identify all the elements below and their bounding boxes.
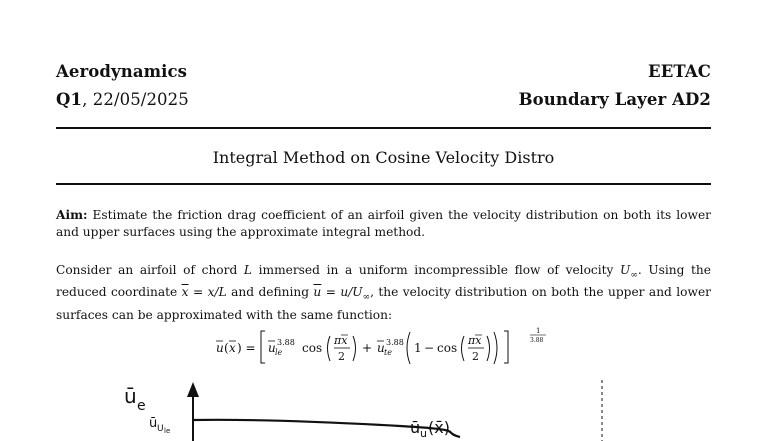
svg-text:ū: ū [149, 416, 158, 431]
intro-text-1: Consider an airfoil of chord [56, 263, 244, 277]
svg-text:le: le [275, 348, 283, 357]
velocity-symbol: U [620, 263, 631, 277]
svg-text:x: x [229, 341, 236, 355]
page-title: Integral Method on Cosine Velocity Distro [212, 148, 555, 167]
bottom-rule [56, 183, 711, 185]
top-rule [56, 127, 711, 129]
velocity-sub: ∞ [630, 270, 638, 281]
svg-text:3.88: 3.88 [530, 337, 544, 344]
svg-text:cos: cos [302, 341, 323, 355]
svg-text:u: u [420, 427, 427, 440]
curve-label [410, 418, 450, 440]
school-name: EETAC [648, 62, 711, 81]
svg-text:U: U [157, 424, 164, 434]
svg-text:) =: ) = [237, 341, 256, 355]
intro-text-4: and defining [226, 285, 314, 300]
svg-text:3.88: 3.88 [386, 338, 404, 347]
y-axis-arrowhead [187, 382, 199, 397]
svg-text:te: te [384, 348, 392, 357]
svg-text:le: le [164, 427, 171, 435]
svg-text:u: u [268, 341, 276, 355]
ubar-def: $\overline{u} = u/U_\infty$ [313, 285, 371, 303]
svg-text:1: 1 [536, 327, 541, 335]
svg-text:2: 2 [472, 350, 479, 363]
svg-text:−: − [424, 341, 435, 355]
intro-text-3: . Using the reduced coordinate [56, 263, 711, 300]
xbar-def: $\overline{x} = x/L$ [181, 285, 227, 300]
svg-text:u: u [216, 341, 224, 355]
intro-text-2: immersed in a uniform incompressible flow of velocity [252, 263, 621, 277]
intro-text-5: , the velocity distribution on both the upper and lower surfaces can be approximated with the same function: [56, 285, 711, 322]
topic: Boundary Layer AD2 [518, 90, 711, 109]
svg-text:e: e [137, 398, 146, 414]
svg-text:u: u [377, 341, 385, 355]
tick-label [149, 416, 170, 435]
svg-text:πx: πx [468, 334, 482, 347]
svg-text:cos: cos [437, 341, 458, 355]
velocity-figure [0, 370, 784, 441]
aim-label: Aim: [56, 208, 88, 222]
svg-text:2: 2 [338, 350, 345, 363]
chord-symbol: L [243, 263, 252, 277]
svg-text:1: 1 [414, 341, 422, 355]
quiz-date-rest: , 22/05/2025 [82, 90, 189, 109]
y-axis-label [124, 384, 146, 414]
svg-text:3.88: 3.88 [277, 338, 295, 347]
svg-text:+: + [362, 341, 373, 355]
svg-text:(: ( [224, 341, 229, 355]
equation-svg [0, 320, 784, 372]
svg-text:ū: ū [410, 418, 421, 437]
svg-text:(x̄): (x̄) [428, 418, 450, 437]
svg-text:πx: πx [334, 334, 348, 347]
aim-paragraph [56, 207, 711, 241]
quiz-date: Q1, 22/05/2025 [56, 90, 189, 109]
intro-paragraph [56, 262, 711, 324]
course-name: Aerodynamics [56, 62, 188, 81]
aim-text: Estimate the friction drag coefficient of an airfoil given the velocity distribution on both its lower and upper surfaces using the approximate integral method. [56, 208, 711, 239]
svg-text:ū: ū [124, 384, 137, 408]
